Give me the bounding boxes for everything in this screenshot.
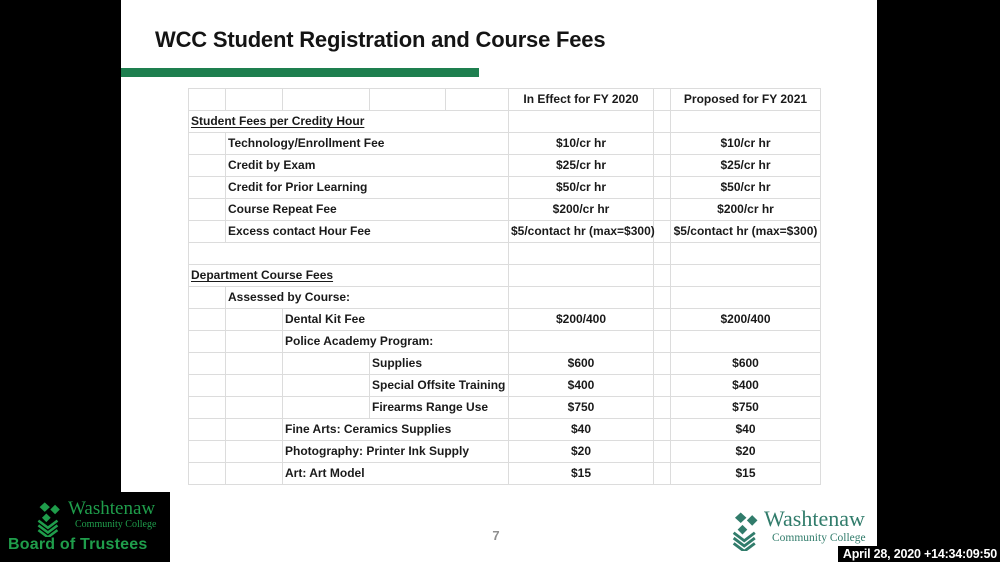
fees-table	[188, 88, 821, 485]
spacer-cell	[654, 397, 671, 419]
fee-label: Dental Kit Fee	[283, 309, 509, 331]
spacer-cell	[654, 353, 671, 375]
fee-value-fy2020: $200/400	[509, 309, 654, 331]
spacer-cell	[654, 441, 671, 463]
table-row	[189, 441, 821, 463]
table-row	[189, 111, 821, 133]
empty-cell	[226, 89, 283, 111]
fee-value-fy2021: $25/cr hr	[671, 155, 821, 177]
empty-cell	[446, 89, 509, 111]
fee-value-fy2020: $400	[509, 375, 654, 397]
fee-label: Fine Arts: Ceramics Supplies	[283, 419, 509, 441]
fee-value-fy2020: $25/cr hr	[509, 155, 654, 177]
indent-cell	[283, 375, 370, 397]
fee-label: Police Academy Program:	[283, 331, 509, 353]
spacer-cell	[654, 199, 671, 221]
table-row	[189, 353, 821, 375]
fee-value-fy2020	[509, 331, 654, 353]
table-row	[189, 287, 821, 309]
table-row	[189, 419, 821, 441]
fee-label	[189, 243, 509, 265]
table-row	[189, 265, 821, 287]
indent-cell	[189, 221, 226, 243]
indent-cell	[226, 397, 283, 419]
indent-cell	[189, 331, 226, 353]
empty-cell	[189, 89, 226, 111]
spacer-cell	[654, 287, 671, 309]
fee-value-fy2020: $15	[509, 463, 654, 485]
indent-cell	[226, 419, 283, 441]
indent-cell	[189, 199, 226, 221]
fee-value-fy2021: $20	[671, 441, 821, 463]
spacer-cell	[654, 331, 671, 353]
fee-section-label: Student Fees per Credity Hour	[189, 111, 509, 133]
table-row	[189, 199, 821, 221]
table-row	[189, 133, 821, 155]
page-number: 7	[492, 528, 500, 543]
indent-cell	[189, 133, 226, 155]
fee-label: Art: Art Model	[283, 463, 509, 485]
table-header-row	[189, 89, 821, 111]
fee-value-fy2021	[671, 265, 821, 287]
spacer-cell	[654, 177, 671, 199]
empty-cell	[283, 89, 370, 111]
indent-cell	[226, 463, 283, 485]
spacer-cell	[654, 133, 671, 155]
spacer-cell	[654, 243, 671, 265]
indent-cell	[226, 331, 283, 353]
indent-cell	[226, 441, 283, 463]
fee-value-fy2020: $10/cr hr	[509, 133, 654, 155]
fee-label: Credit for Prior Learning	[226, 177, 509, 199]
spacer-cell	[654, 111, 671, 133]
board-of-trustees-logo	[0, 492, 170, 562]
fee-value-fy2020	[509, 287, 654, 309]
wcc-logo-name: Washtenaw	[764, 506, 865, 531]
title-accent-bar	[121, 68, 479, 77]
fee-value-fy2021: $200/400	[671, 309, 821, 331]
indent-cell	[189, 419, 226, 441]
column-header-fy2021: Proposed for FY 2021	[671, 89, 821, 111]
presentation-slide	[121, 0, 877, 562]
board-of-trustees-label: Board of Trustees	[8, 536, 148, 553]
table-row	[189, 397, 821, 419]
spacer-cell	[654, 463, 671, 485]
indent-cell	[189, 375, 226, 397]
fee-value-fy2020: $750	[509, 397, 654, 419]
fee-value-fy2020: $600	[509, 353, 654, 375]
indent-cell	[226, 375, 283, 397]
fee-value-fy2021: $50/cr hr	[671, 177, 821, 199]
indent-cell	[189, 177, 226, 199]
fee-value-fy2020	[509, 111, 654, 133]
fee-value-fy2020: $200/cr hr	[509, 199, 654, 221]
fee-value-fy2021: $40	[671, 419, 821, 441]
fee-label: Special Offsite Training	[370, 375, 509, 397]
board-logo-name: Washtenaw	[68, 498, 156, 519]
fee-value-fy2021: $15	[671, 463, 821, 485]
spacer-cell	[654, 375, 671, 397]
indent-cell	[189, 441, 226, 463]
spacer-cell	[654, 155, 671, 177]
table-row	[189, 331, 821, 353]
page-title: WCC Student Registration and Course Fees	[155, 27, 606, 52]
indent-cell	[189, 353, 226, 375]
fee-value-fy2020: $40	[509, 419, 654, 441]
table-row	[189, 155, 821, 177]
fee-label: Firearms Range Use	[370, 397, 509, 419]
indent-cell	[283, 397, 370, 419]
fee-value-fy2021	[671, 111, 821, 133]
indent-cell	[189, 397, 226, 419]
table-row	[189, 177, 821, 199]
indent-cell	[189, 309, 226, 331]
fee-label: Supplies	[370, 353, 509, 375]
empty-cell	[370, 89, 446, 111]
wcc-logo-tagline: Community College	[772, 532, 866, 544]
fee-value-fy2021: $200/cr hr	[671, 199, 821, 221]
indent-cell	[283, 353, 370, 375]
table-row	[189, 309, 821, 331]
fee-section-label: Department Course Fees	[189, 265, 509, 287]
column-header-fy2020: In Effect for FY 2020	[509, 89, 654, 111]
table-row	[189, 243, 821, 265]
fee-value-fy2020	[509, 243, 654, 265]
table-row	[189, 221, 821, 243]
spacer-cell	[654, 89, 671, 111]
indent-cell	[226, 309, 283, 331]
fee-value-fy2020: $20	[509, 441, 654, 463]
spacer-cell	[654, 265, 671, 287]
fee-value-fy2021	[671, 243, 821, 265]
fee-label: Credit by Exam	[226, 155, 509, 177]
fee-label: Excess contact Hour Fee	[226, 221, 509, 243]
fee-value-fy2020	[509, 265, 654, 287]
fee-value-fy2021	[671, 331, 821, 353]
table-row	[189, 463, 821, 485]
indent-cell	[189, 155, 226, 177]
fee-value-fy2021	[671, 287, 821, 309]
fee-value-fy2021: $600	[671, 353, 821, 375]
fee-value-fy2021: $400	[671, 375, 821, 397]
fee-value-fy2020: $50/cr hr	[509, 177, 654, 199]
fee-label: Photography: Printer Ink Supply	[283, 441, 509, 463]
fee-label: Technology/Enrollment Fee	[226, 133, 509, 155]
indent-cell	[189, 463, 226, 485]
indent-cell	[189, 287, 226, 309]
timestamp-overlay: April 28, 2020 +14:34:09:50	[838, 546, 1000, 562]
board-logo-tagline: Community College	[75, 519, 157, 530]
fee-value-fy2021: $5/contact hr (max=$300)	[671, 221, 821, 243]
fee-value-fy2021: $10/cr hr	[671, 133, 821, 155]
fee-value-fy2021: $750	[671, 397, 821, 419]
fee-label: Assessed by Course:	[226, 287, 509, 309]
wcc-logo-icon	[731, 511, 761, 556]
spacer-cell	[654, 221, 671, 243]
fee-value-fy2020: $5/contact hr (max=$300)	[509, 221, 654, 243]
table-row	[189, 375, 821, 397]
spacer-cell	[654, 419, 671, 441]
fee-label: Course Repeat Fee	[226, 199, 509, 221]
spacer-cell	[654, 309, 671, 331]
indent-cell	[226, 353, 283, 375]
